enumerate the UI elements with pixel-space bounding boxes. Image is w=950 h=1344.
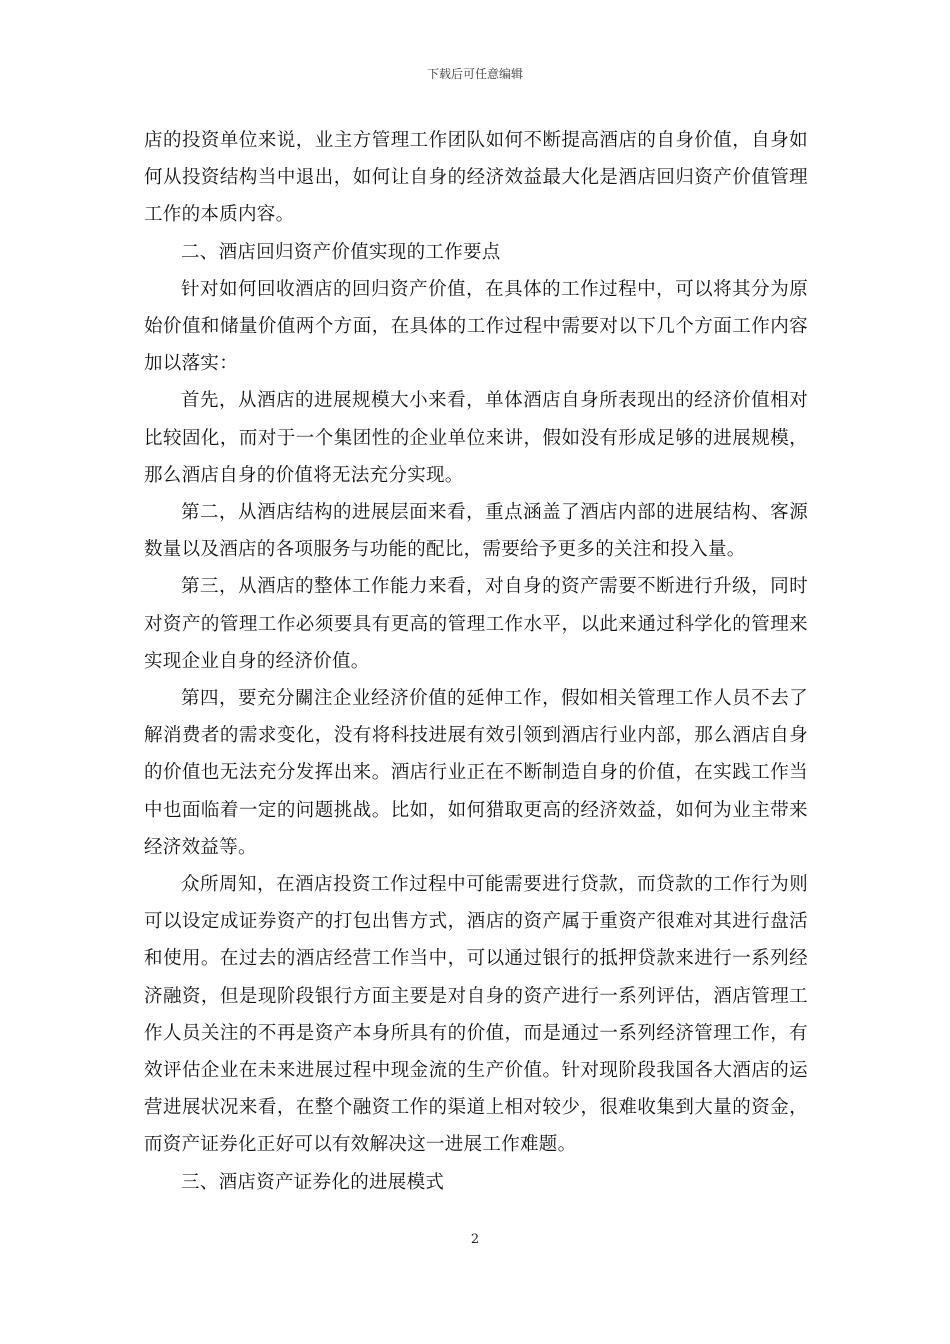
paragraph-intro: 针对如何回收酒店的回归资产价值，在具体的工作过程中，可以将其分为原始价值和储量价值两个方面，在具体的工作过程中需要对以下几个方面工作内容加以落实： [144,278,808,375]
paragraph-third-point: 第三，从酒店的整体工作能力来看，对自身的资产需要不断进行升级，同时对资产的管理工作必须要具有更高的管理工作水平，以此来通过科学化的管理来实现企业自身的经济价值。 [144,576,808,672]
document-body [144,122,808,1201]
page-number: 2 [470,1232,480,1247]
paragraph-first-point: 首先，从酒店的进展规模大小来看，单体酒店自身所表现出的经济价值相对比较固化，而对于一个集团性的企业单位来讲，假如没有形成足够的进展规模，那么酒店自身的价值将无法充分实现。 [144,390,808,486]
paragraph-financing: 众所周知，在酒店投资工作过程中可能需要进行贷款，而贷款的工作行为则可以设定成证券资产的打包出售方式，酒店的资产属于重资产很难对其进行盘活和使用。在过去的酒店经营工作当中，可以通过银行的抵押贷款来进行一系列经济融资，但是现阶段银行方面主要是对自身的资产进行一系列评估，酒店管理工作人员关注的不再是资产本身所具有的价值，而是通过一系列经济管理工作，有效评估企业在未来进展过程中现金流的生产价值。针对现阶段我国各大酒店的运营进展状况来看，在整个融资工作的渠道上相对较少，很难收集到大量的资金，而资产证券化正好可以有效解决这一进展工作难题。 [144,874,808,1156]
paragraph-continued: 店的投资单位来说，业主方管理工作团队如何不断提高酒店的自身价值，自身如何从投资结构当中退出，如何让自身的经济效益最大化是酒店回归资产价值管理工作的本质内容。 [144,130,808,226]
page-header: 下载后可任意编辑 [426,67,523,81]
paragraph-second-point: 第二，从酒店结构的进展层面来看，重点涵盖了酒店内部的进展结构、客源数量以及酒店的各项服务与功能的配比，需要给予更多的关注和投入量。 [144,502,808,561]
paragraph-fourth-point: 第四，要充分關注企业经济价值的延伸工作，假如相关管理工作人员不去了解消费者的需求变化，没有将科技进展有效引领到酒店行业内部，那么酒店自身的价值也无法充分发挥出来。酒店行业正在不断制造自身的价值，在实践工作当中也面临着一定的问题挑战。比如，如何猎取更高的经济效益，如何为业主带来经济效益等。 [144,688,808,858]
section-heading-3: 三、酒店资产证券化的进展模式 [181,1171,445,1193]
section-heading-2: 二、酒店回归资产价值实现的工作要点 [181,241,501,263]
